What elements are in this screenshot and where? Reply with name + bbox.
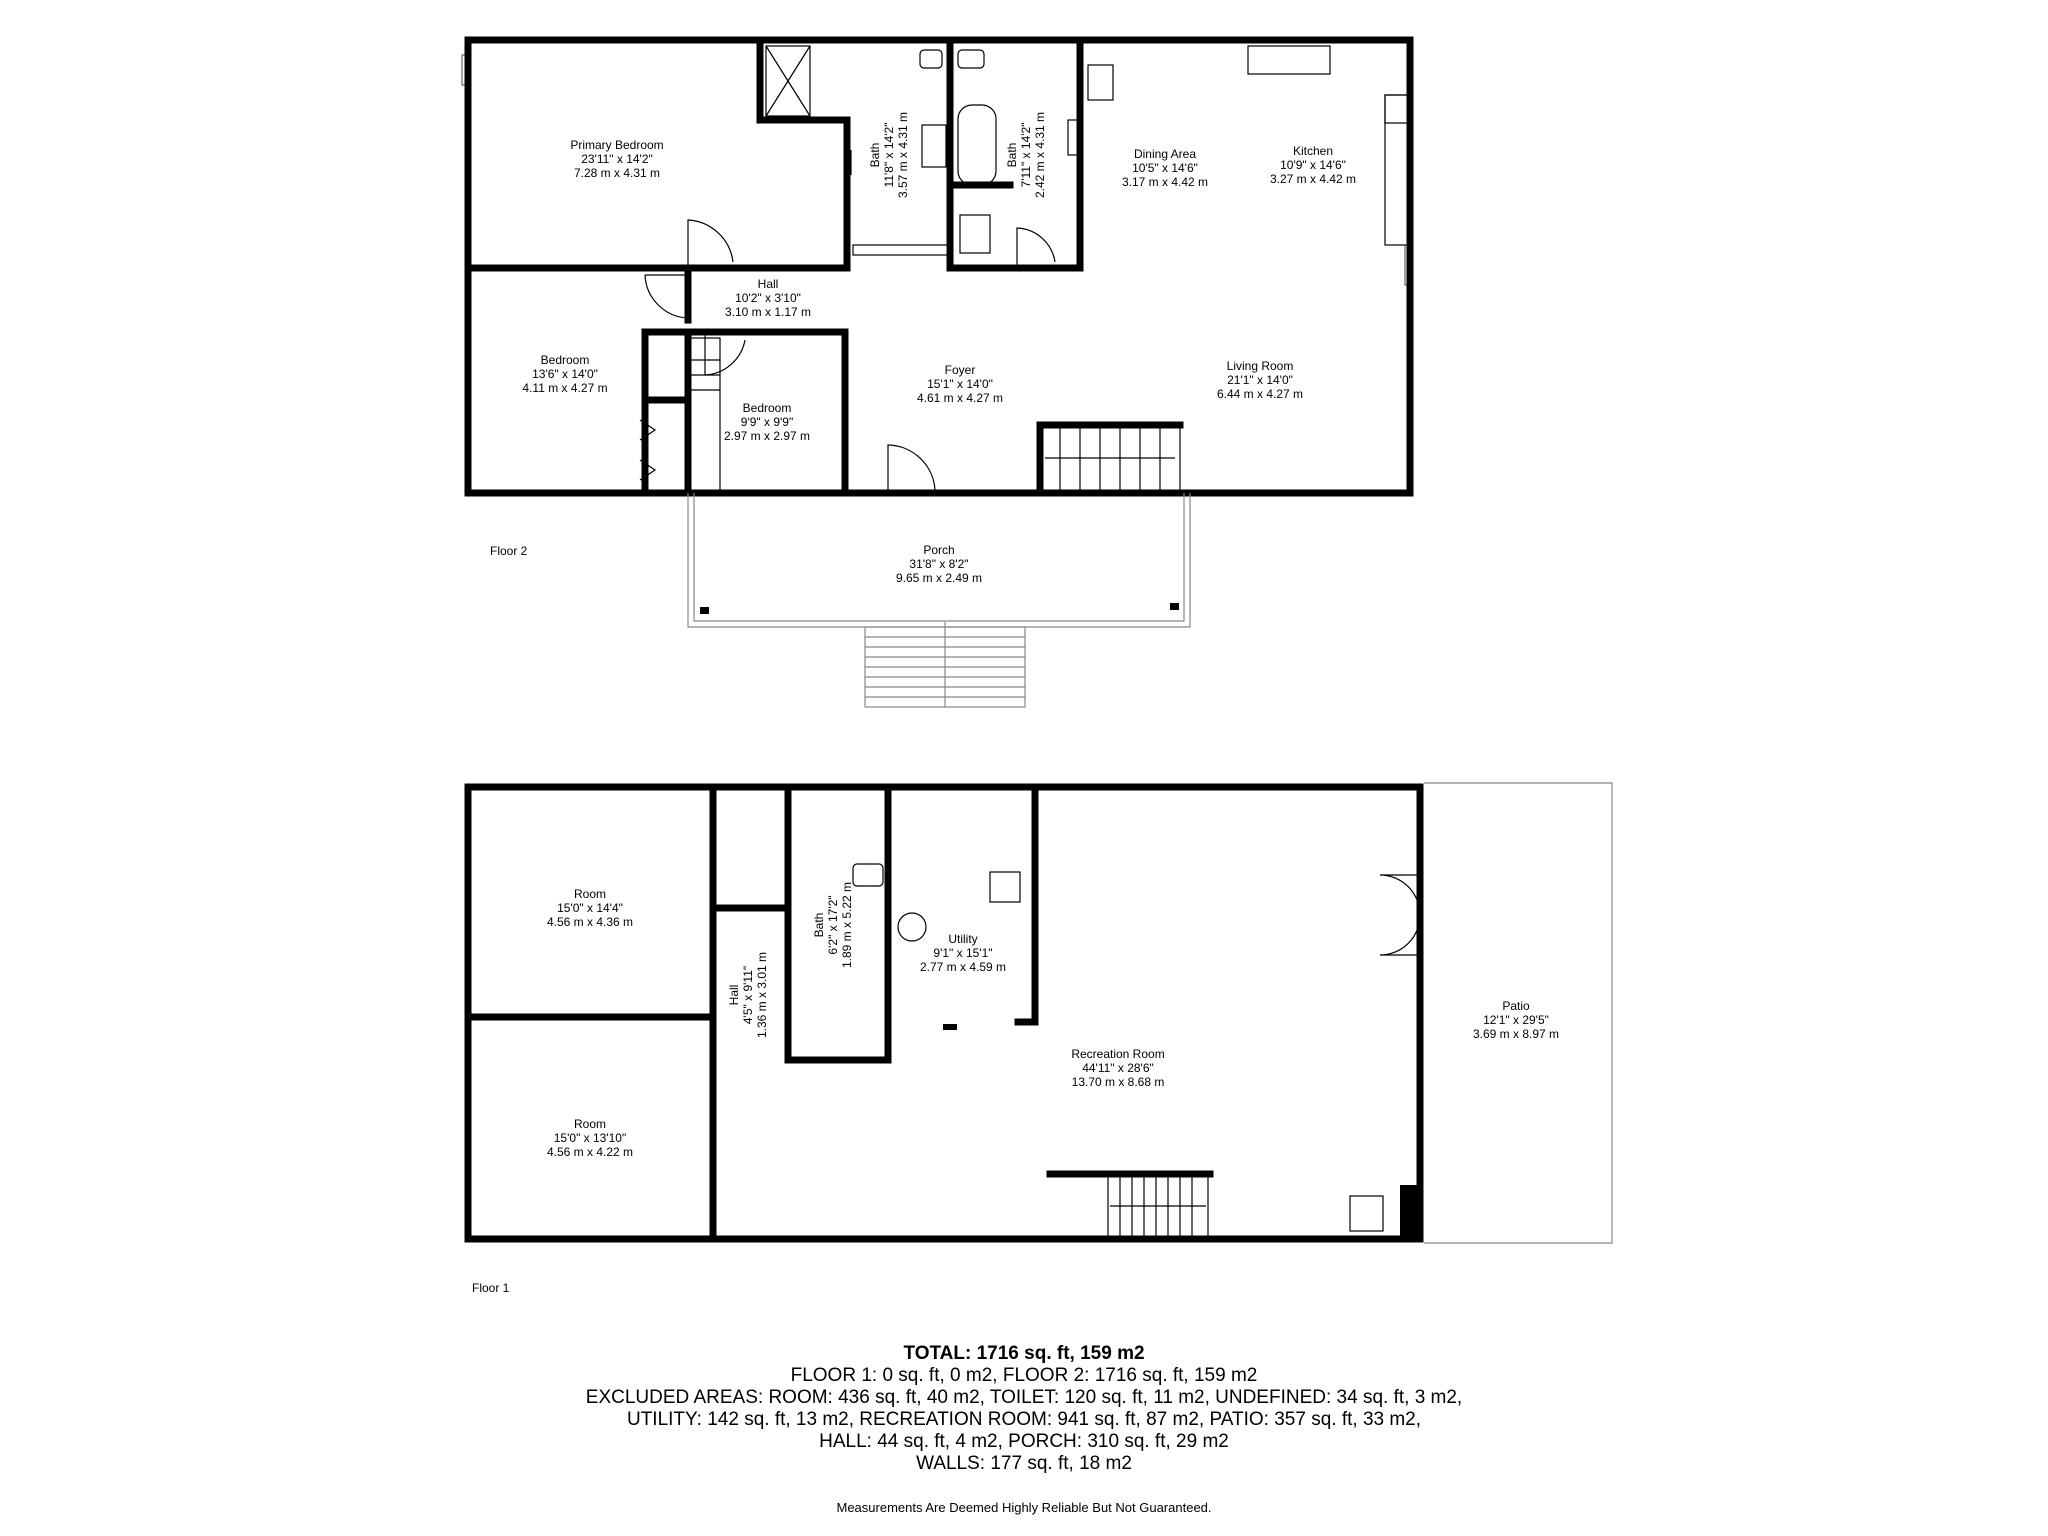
svg-text:31'8" x 8'2": 31'8" x 8'2" <box>909 557 969 571</box>
room-utility-label <box>920 932 1006 974</box>
svg-text:23'11" x 14'2": 23'11" x 14'2" <box>581 152 653 166</box>
svg-text:Porch: Porch <box>923 543 955 557</box>
floor-2-stairs <box>1040 425 1180 493</box>
porch-outline <box>688 493 1190 707</box>
room-hall-label <box>725 277 811 319</box>
svg-text:4.56 m x 4.36 m: 4.56 m x 4.36 m <box>546 915 634 929</box>
svg-text:15'0" x 13'10": 15'0" x 13'10" <box>553 1131 627 1145</box>
room-bedroom-a-label <box>522 353 607 395</box>
room-kitchen-label <box>1270 144 1356 186</box>
room-recreation-label <box>1071 1047 1164 1089</box>
svg-text:7.28 m x 4.31 m: 7.28 m x 4.31 m <box>573 166 661 180</box>
svg-text:3.27 m x 4.42 m: 3.27 m x 4.42 m <box>1269 172 1357 186</box>
floor-1-label: Floor 1 <box>472 1281 510 1295</box>
svg-text:6'2" x 17'2": 6'2" x 17'2" <box>826 895 840 955</box>
floor-2-label: Floor 2 <box>490 544 528 558</box>
svg-text:3.69 m x 8.97 m: 3.69 m x 8.97 m <box>1472 1027 1560 1041</box>
svg-text:Primary Bedroom: Primary Bedroom <box>570 138 664 152</box>
svg-text:6.44 m x 4.27 m: 6.44 m x 4.27 m <box>1216 387 1304 401</box>
summary-line: UTILITY: 142 sq. ft, 13 m2, RECREATION ROOM: 941 sq. ft, 87 m2, PATIO: 357 sq. ft, 33 m2, <box>626 1409 1422 1430</box>
floor-1-stairs <box>1108 1174 1208 1239</box>
summary-line: WALLS: 177 sq. ft, 18 m2 <box>916 1453 1132 1474</box>
svg-text:11'8" x 14'2": 11'8" x 14'2" <box>882 122 896 188</box>
room-bath-c-label <box>812 882 854 968</box>
svg-text:13.70 m x 8.68 m: 13.70 m x 8.68 m <box>1071 1075 1165 1089</box>
room-primary-bedroom-label <box>570 138 663 180</box>
svg-text:Bedroom: Bedroom <box>742 401 792 415</box>
room-b-label <box>547 1117 633 1159</box>
room-bath-a-label <box>868 112 910 198</box>
svg-text:4.56 m x 4.22 m: 4.56 m x 4.22 m <box>546 1145 634 1159</box>
svg-text:Patio: Patio <box>1502 999 1530 1013</box>
svg-text:Room: Room <box>573 887 607 901</box>
summary-line: EXCLUDED AREAS: ROOM: 436 sq. ft, 40 m2, TOILET: 120 sq. ft, 11 m2, UNDEFINED: 34 sq. ft, 3 m2, <box>585 1387 1463 1408</box>
svg-text:3.57 m x 4.31 m: 3.57 m x 4.31 m <box>896 111 910 199</box>
room-porch-label <box>896 543 982 585</box>
svg-text:4.11 m x 4.27 m: 4.11 m x 4.27 m <box>522 381 608 395</box>
area-summary <box>0 1343 2048 1475</box>
svg-text:Dining Area: Dining Area <box>1133 147 1197 161</box>
floor-2-plan <box>462 37 1411 707</box>
floor-1-windows <box>465 784 1360 1242</box>
svg-text:Hall: Hall <box>727 984 741 1006</box>
svg-text:21'1" x 14'0": 21'1" x 14'0" <box>1227 373 1293 387</box>
disclaimer: Measurements Are Deemed Highly Reliable But Not Guaranteed. <box>836 1500 1212 1515</box>
svg-text:13'6" x 14'0": 13'6" x 14'0" <box>532 367 598 381</box>
svg-text:Bath: Bath <box>1005 142 1019 168</box>
svg-text:2.42 m x 4.31 m: 2.42 m x 4.31 m <box>1033 111 1047 199</box>
svg-text:9'1" x 15'1": 9'1" x 15'1" <box>933 946 993 960</box>
room-patio-label <box>1473 999 1559 1041</box>
svg-text:Bath: Bath <box>868 142 882 168</box>
svg-text:4'5" x 9'11": 4'5" x 9'11" <box>741 965 755 1025</box>
svg-text:Hall: Hall <box>757 277 779 291</box>
room-a-label <box>547 887 633 929</box>
svg-text:Utility: Utility <box>948 932 978 946</box>
floor-2-walls <box>468 40 1410 493</box>
room-foyer-label <box>917 363 1003 405</box>
summary-total: TOTAL: 1716 sq. ft, 159 m2 <box>903 1343 1145 1364</box>
svg-text:10'5" x 14'6": 10'5" x 14'6" <box>1132 161 1198 175</box>
svg-text:Living Room: Living Room <box>1226 359 1294 373</box>
svg-text:7'11" x 14'2": 7'11" x 14'2" <box>1019 122 1033 188</box>
svg-text:15'1" x 14'0": 15'1" x 14'0" <box>927 377 993 391</box>
svg-text:9.65 m x 2.49 m: 9.65 m x 2.49 m <box>895 571 983 585</box>
svg-text:3.17 m x 4.42 m: 3.17 m x 4.42 m <box>1121 175 1209 189</box>
svg-text:2.97 m x 2.97 m: 2.97 m x 2.97 m <box>723 429 811 443</box>
room-bedroom-b-label <box>724 401 810 443</box>
svg-text:10'9" x 14'6": 10'9" x 14'6" <box>1280 158 1346 172</box>
svg-text:Foyer: Foyer <box>944 363 976 377</box>
summary-line: FLOOR 1: 0 sq. ft, 0 m2, FLOOR 2: 1716 sq. ft, 159 m2 <box>790 1365 1258 1386</box>
svg-text:Bath: Bath <box>812 912 826 938</box>
svg-text:Room: Room <box>573 1117 607 1131</box>
floor-1-plan <box>465 783 1612 1295</box>
room-living-room-label <box>1217 359 1303 401</box>
svg-text:10'2" x 3'10": 10'2" x 3'10" <box>735 291 801 305</box>
svg-text:3.10 m x 1.17 m: 3.10 m x 1.17 m <box>724 305 812 319</box>
svg-text:15'0" x 14'4": 15'0" x 14'4" <box>557 901 623 915</box>
summary-line: HALL: 44 sq. ft, 4 m2, PORCH: 310 sq. ft, 29 m2 <box>819 1431 1229 1452</box>
svg-text:44'11" x 28'6": 44'11" x 28'6" <box>1082 1061 1154 1075</box>
svg-text:12'1" x 29'5": 12'1" x 29'5" <box>1483 1013 1549 1027</box>
svg-text:2.77 m x 4.59 m: 2.77 m x 4.59 m <box>919 960 1007 974</box>
svg-text:4.61 m x 4.27 m: 4.61 m x 4.27 m <box>916 391 1004 405</box>
svg-text:Recreation Room: Recreation Room <box>1071 1047 1165 1061</box>
svg-text:Bedroom: Bedroom <box>540 353 590 367</box>
svg-text:1.89 m x 5.22 m: 1.89 m x 5.22 m <box>840 881 854 969</box>
svg-text:Kitchen: Kitchen <box>1292 144 1334 158</box>
room-hall-b-label <box>727 952 769 1038</box>
svg-text:1.36 m x 3.01 m: 1.36 m x 3.01 m <box>755 951 769 1039</box>
room-dining-area-label <box>1122 147 1208 189</box>
svg-text:9'9" x 9'9": 9'9" x 9'9" <box>740 415 794 429</box>
floor-1-walls <box>468 787 1420 1239</box>
